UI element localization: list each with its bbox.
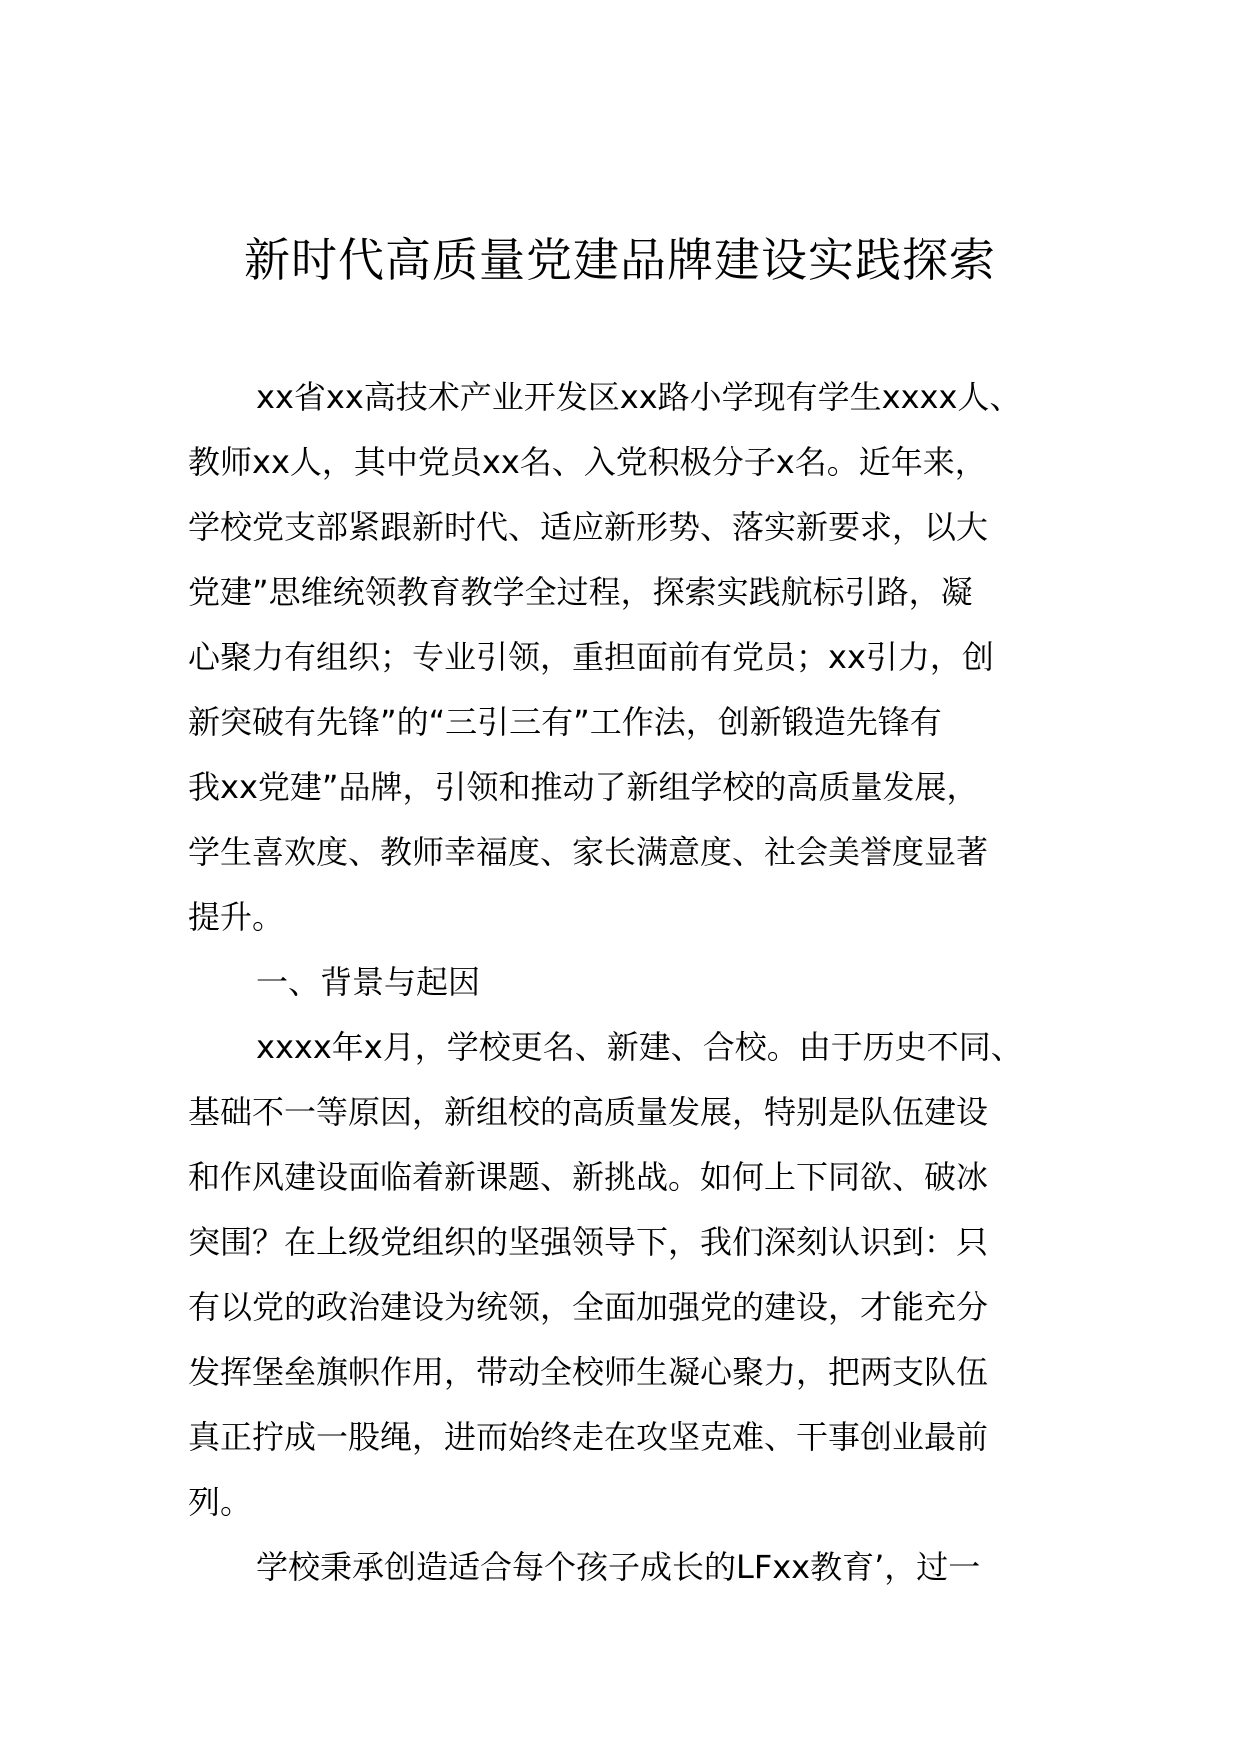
- text-line: 发挥堡垒旗帜作用，带动全校师生凝心聚力，把两支队伍: [188, 1353, 989, 1391]
- text-line: xxxx年x月，学校更名、新建、合校。由于历史不同、: [256, 1028, 1023, 1066]
- text-line: 提升。: [188, 898, 285, 936]
- document-body: [188, 365, 1088, 1600]
- text-line: 教师xx人，其中党员xx名、入党积极分子x名。近年来，: [188, 443, 987, 481]
- text-line: xx省xx高技术产业开发区xx路小学现有学生xxxx人、: [256, 378, 1022, 416]
- text-line: 学生喜欢度、教师幸福度、家长满意度、社会美誉度显著: [188, 833, 989, 871]
- text-line: 列。: [188, 1483, 253, 1521]
- text-line: 学校秉承创造适合每个孩子成长的LFxx教育’，过一: [256, 1548, 981, 1586]
- text-line: 一、背景与起因: [256, 963, 481, 1001]
- text-line: 新突破有先锋”的“三引三有”工作法，创新锻造先锋有: [188, 703, 942, 741]
- text-line: 学校党支部紧跟新时代、适应新形势、落实新要求，以大: [188, 508, 989, 546]
- text-line: 突围？在上级党组织的坚强领导下，我们深刻认识到：只: [188, 1223, 989, 1261]
- document-title: 新时代高质量党建品牌建设实践探索: [244, 233, 996, 287]
- text-line: 真正拧成一股绳，进而始终走在攻坚克难、干事创业最前: [188, 1418, 989, 1456]
- text-line: 心聚力有组织；专业引领，重担面前有党员；xx引力，创: [188, 638, 994, 676]
- text-line: 我xx党建”品牌，引领和推动了新组学校的高质量发展，: [188, 768, 979, 806]
- text-line: 有以党的政治建设为统领，全面加强党的建设，才能充分: [188, 1288, 989, 1326]
- text-line: 党建”思维统领教育教学全过程，探索实践航标引路，凝: [188, 573, 973, 611]
- text-line: 和作风建设面临着新课题、新挑战。如何上下同欲、破冰: [188, 1158, 989, 1196]
- text-line: 基础不一等原因，新组校的高质量发展，特别是队伍建设: [188, 1093, 989, 1131]
